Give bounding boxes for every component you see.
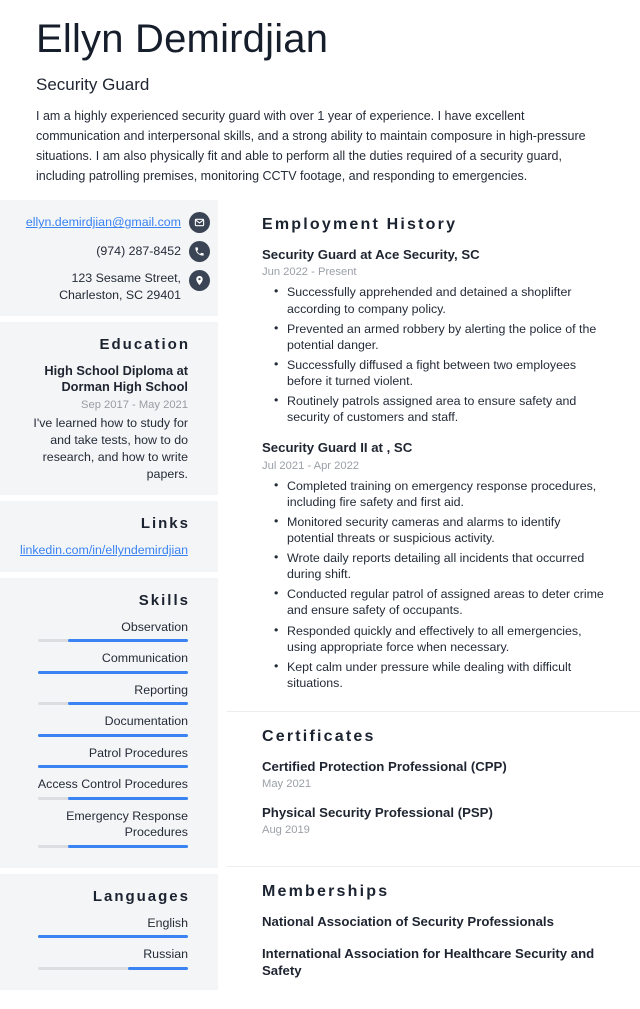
location-pin-icon <box>189 270 210 291</box>
skill-bar-track <box>38 671 188 674</box>
education-heading: Education <box>99 335 190 353</box>
resume-header <box>0 0 640 200</box>
job-entry-title: Security Guard II at , SC <box>262 440 413 456</box>
skill-item <box>14 776 188 800</box>
skill-item <box>14 682 188 706</box>
skill-bar-track <box>38 765 188 768</box>
skill-bar-fill <box>68 639 188 642</box>
certificate-entry <box>262 758 604 790</box>
skill-bar-fill <box>68 797 188 800</box>
skill-bar-fill <box>68 845 188 848</box>
candidate-job-title: Security Guard <box>36 75 150 94</box>
language-label: Russian <box>143 947 188 962</box>
job-bullet: • Kept calm under pressure while dealing with difficult situations. <box>274 659 604 691</box>
skill-item <box>14 713 188 737</box>
language-item <box>14 946 188 970</box>
skill-label: Access Control Procedures <box>37 777 188 792</box>
skills-heading: Skills <box>138 591 190 609</box>
contact-email-row <box>12 212 210 233</box>
education-dates: Sep 2017 - May 2021 <box>81 398 188 411</box>
email-icon <box>189 212 210 233</box>
certificate-date: May 2021 <box>262 778 312 791</box>
job-entry-dates: Jun 2022 - Present <box>262 266 357 279</box>
languages-heading: Languages <box>92 887 190 905</box>
skill-label: Documentation <box>104 714 188 729</box>
membership-title: International Association for Healthcare Security and Safety <box>262 945 595 978</box>
job-bullet: • Conducted regular patrol of assigned areas to deter crime and ensure safety of occupants. <box>274 586 604 618</box>
language-label: English <box>147 915 188 930</box>
memberships-heading: Memberships <box>262 883 390 901</box>
job-bullet: • Completed training on emergency response procedures, including fire safety and first aid. <box>274 478 604 510</box>
job-bullet: • Responded quickly and effectively to all emergencies, using appropriate force when necessary. <box>274 623 604 655</box>
job-bullet-list <box>262 284 604 425</box>
memberships-section <box>227 866 640 1008</box>
job-bullet: • Routinely patrols assigned area to ensure safety and security of customers and staff. <box>274 393 604 425</box>
external-link[interactable]: linkedin.com/in/ellyndemirdjian <box>19 543 188 558</box>
contact-address-row <box>12 270 210 303</box>
job-bullet: • Prevented an armed robbery by alerting the police of the potential danger. <box>274 321 604 353</box>
employment-heading: Employment History <box>262 216 458 234</box>
skill-label: Emergency Response Procedures <box>66 808 188 840</box>
skill-label: Patrol Procedures <box>88 745 188 760</box>
skill-bar-track <box>38 702 188 705</box>
membership-entry <box>262 913 604 930</box>
candidate-name: Ellyn Demirdjian <box>36 17 329 61</box>
email-link[interactable]: ellyn.demirdjian@gmail.com <box>25 215 181 230</box>
job-bullet: • Successfully apprehended and detained a shoplifter according to company policy. <box>274 284 604 316</box>
contact-phone-row <box>12 241 210 262</box>
job-entry <box>262 439 604 691</box>
certificates-section <box>227 711 640 866</box>
membership-entry <box>262 945 604 979</box>
job-bullet-list <box>262 478 604 692</box>
education-section <box>0 322 218 496</box>
job-bullet: • Successfully diffused a fight between two employees before it turned violent. <box>274 357 604 389</box>
skill-bar-track <box>38 734 188 737</box>
profile-summary: I am a highly experienced security guard with over 1 year of experience. I have excellent communication and interpersonal skills, and a strong ability to maintain composure in high-pressure situations. I am also physically fit and able to perform all the duties required of a security guard, including patrolling premises, monitoring CCTV footage, and responding to emergencies. <box>36 109 586 183</box>
skill-label: Observation <box>121 619 188 634</box>
address-text: 123 Sesame Street, Charleston, SC 29401 <box>59 271 181 302</box>
language-bar-track <box>38 967 188 970</box>
skill-bar-track <box>38 797 188 800</box>
phone-icon <box>189 241 210 262</box>
skill-bar-track <box>38 639 188 642</box>
language-bar-track <box>38 935 188 938</box>
job-entry <box>262 246 604 425</box>
certificate-title: Physical Security Professional (PSP) <box>262 805 493 821</box>
main-content <box>227 200 640 978</box>
languages-section <box>0 874 218 990</box>
certificate-entry <box>262 804 604 836</box>
job-entry-dates: Jul 2021 - Apr 2022 <box>262 459 360 472</box>
membership-title: National Association of Security Professionals <box>262 914 554 930</box>
phone-number: (974) 287-8452 <box>96 244 181 259</box>
contact-section <box>0 200 218 315</box>
certificates-heading: Certificates <box>262 728 376 746</box>
skill-bar-fill <box>38 765 188 768</box>
employment-section <box>227 200 640 711</box>
job-bullet: • Wrote daily reports detailing all incidents that occurred during shift. <box>274 550 604 582</box>
skill-bar-track <box>38 845 188 848</box>
skill-item <box>14 745 188 769</box>
skill-bar-fill <box>38 734 188 737</box>
language-bar-fill <box>128 967 188 970</box>
job-entry-title: Security Guard at Ace Security, SC <box>262 247 480 263</box>
skill-item <box>14 619 188 643</box>
job-bullet: • Monitored security cameras and alarms to identify potential threats or suspicious activity. <box>274 514 604 546</box>
skill-bar-fill <box>38 671 188 674</box>
education-description: I've learned how to study for and take tests, how to do research, and how to write papers. <box>33 415 188 482</box>
skill-bar-fill <box>68 702 188 705</box>
skill-item <box>14 650 188 674</box>
skill-item <box>14 808 188 848</box>
certificate-date: Aug 2019 <box>262 824 310 837</box>
links-heading: Links <box>140 515 190 533</box>
resume-body <box>0 200 640 978</box>
language-bar-fill <box>38 935 188 938</box>
certificate-title: Certified Protection Professional (CPP) <box>262 759 507 775</box>
skill-label: Communication <box>101 651 188 666</box>
language-item <box>14 915 188 939</box>
skills-section <box>0 578 218 868</box>
education-degree: High School Diploma at Dorman High School <box>44 362 188 395</box>
sidebar <box>0 200 218 962</box>
skill-label: Reporting <box>134 682 188 697</box>
links-section <box>0 501 218 571</box>
